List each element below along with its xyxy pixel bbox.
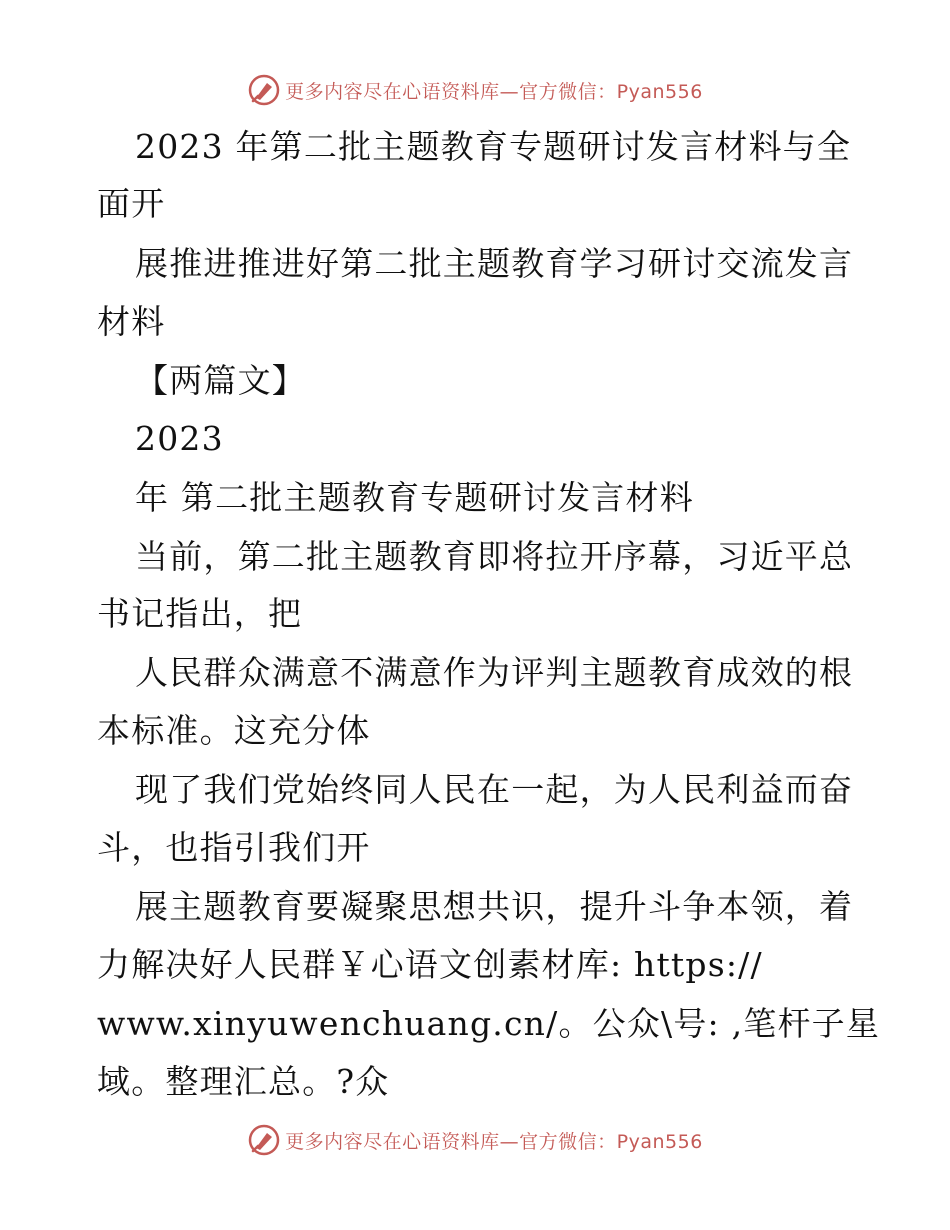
doc-line: 书记指出，把 [97, 594, 303, 633]
doc-line: 人民群众满意不满意作为评判主题教育成效的根 [135, 653, 854, 692]
doc-line: 现了我们党始终同人民在一起，为人民利益而奋 [135, 770, 854, 809]
doc-line: 当前，第二批主题教育即将拉开序幕，习近平总 [135, 537, 854, 576]
doc-line: 本标准。这充分体 [97, 711, 371, 750]
footer-watermark-text: 更多内容尽在心语资料库—官方微信：Pyan556 [285, 1130, 703, 1153]
doc-line: 2023 [135, 419, 224, 458]
doc-line: 材料 [97, 302, 166, 341]
doc-line: 斗，也指引我们开 [97, 828, 371, 867]
doc-line: 【两篇文】 [135, 361, 306, 400]
footer-watermark-banner [0, 1120, 950, 1160]
pen-nib-logo-icon [247, 1123, 281, 1157]
doc-line: 2023 年第二批主题教育专题研讨发言材料与全 [135, 127, 852, 166]
doc-line: 域。整理汇总。?众 [97, 1062, 390, 1101]
header-watermark-text: 更多内容尽在心语资料库—官方微信：Pyan556 [285, 80, 703, 103]
doc-line: www.xinyuwenchuang.cn/。公众\号: ,笔杆子星 [97, 1004, 881, 1043]
doc-line: 展推进推进好第二批主题教育学习研讨交流发言 [135, 244, 854, 283]
doc-line: 展主题教育要凝聚思想共识，提升斗争本领，着 [135, 887, 854, 926]
doc-line: 力解决好人民群￥心语文创素材库: https:// [97, 945, 763, 984]
doc-line: 年 第二批主题教育专题研讨发言材料 [135, 478, 694, 517]
doc-line: 面开 [97, 184, 166, 223]
